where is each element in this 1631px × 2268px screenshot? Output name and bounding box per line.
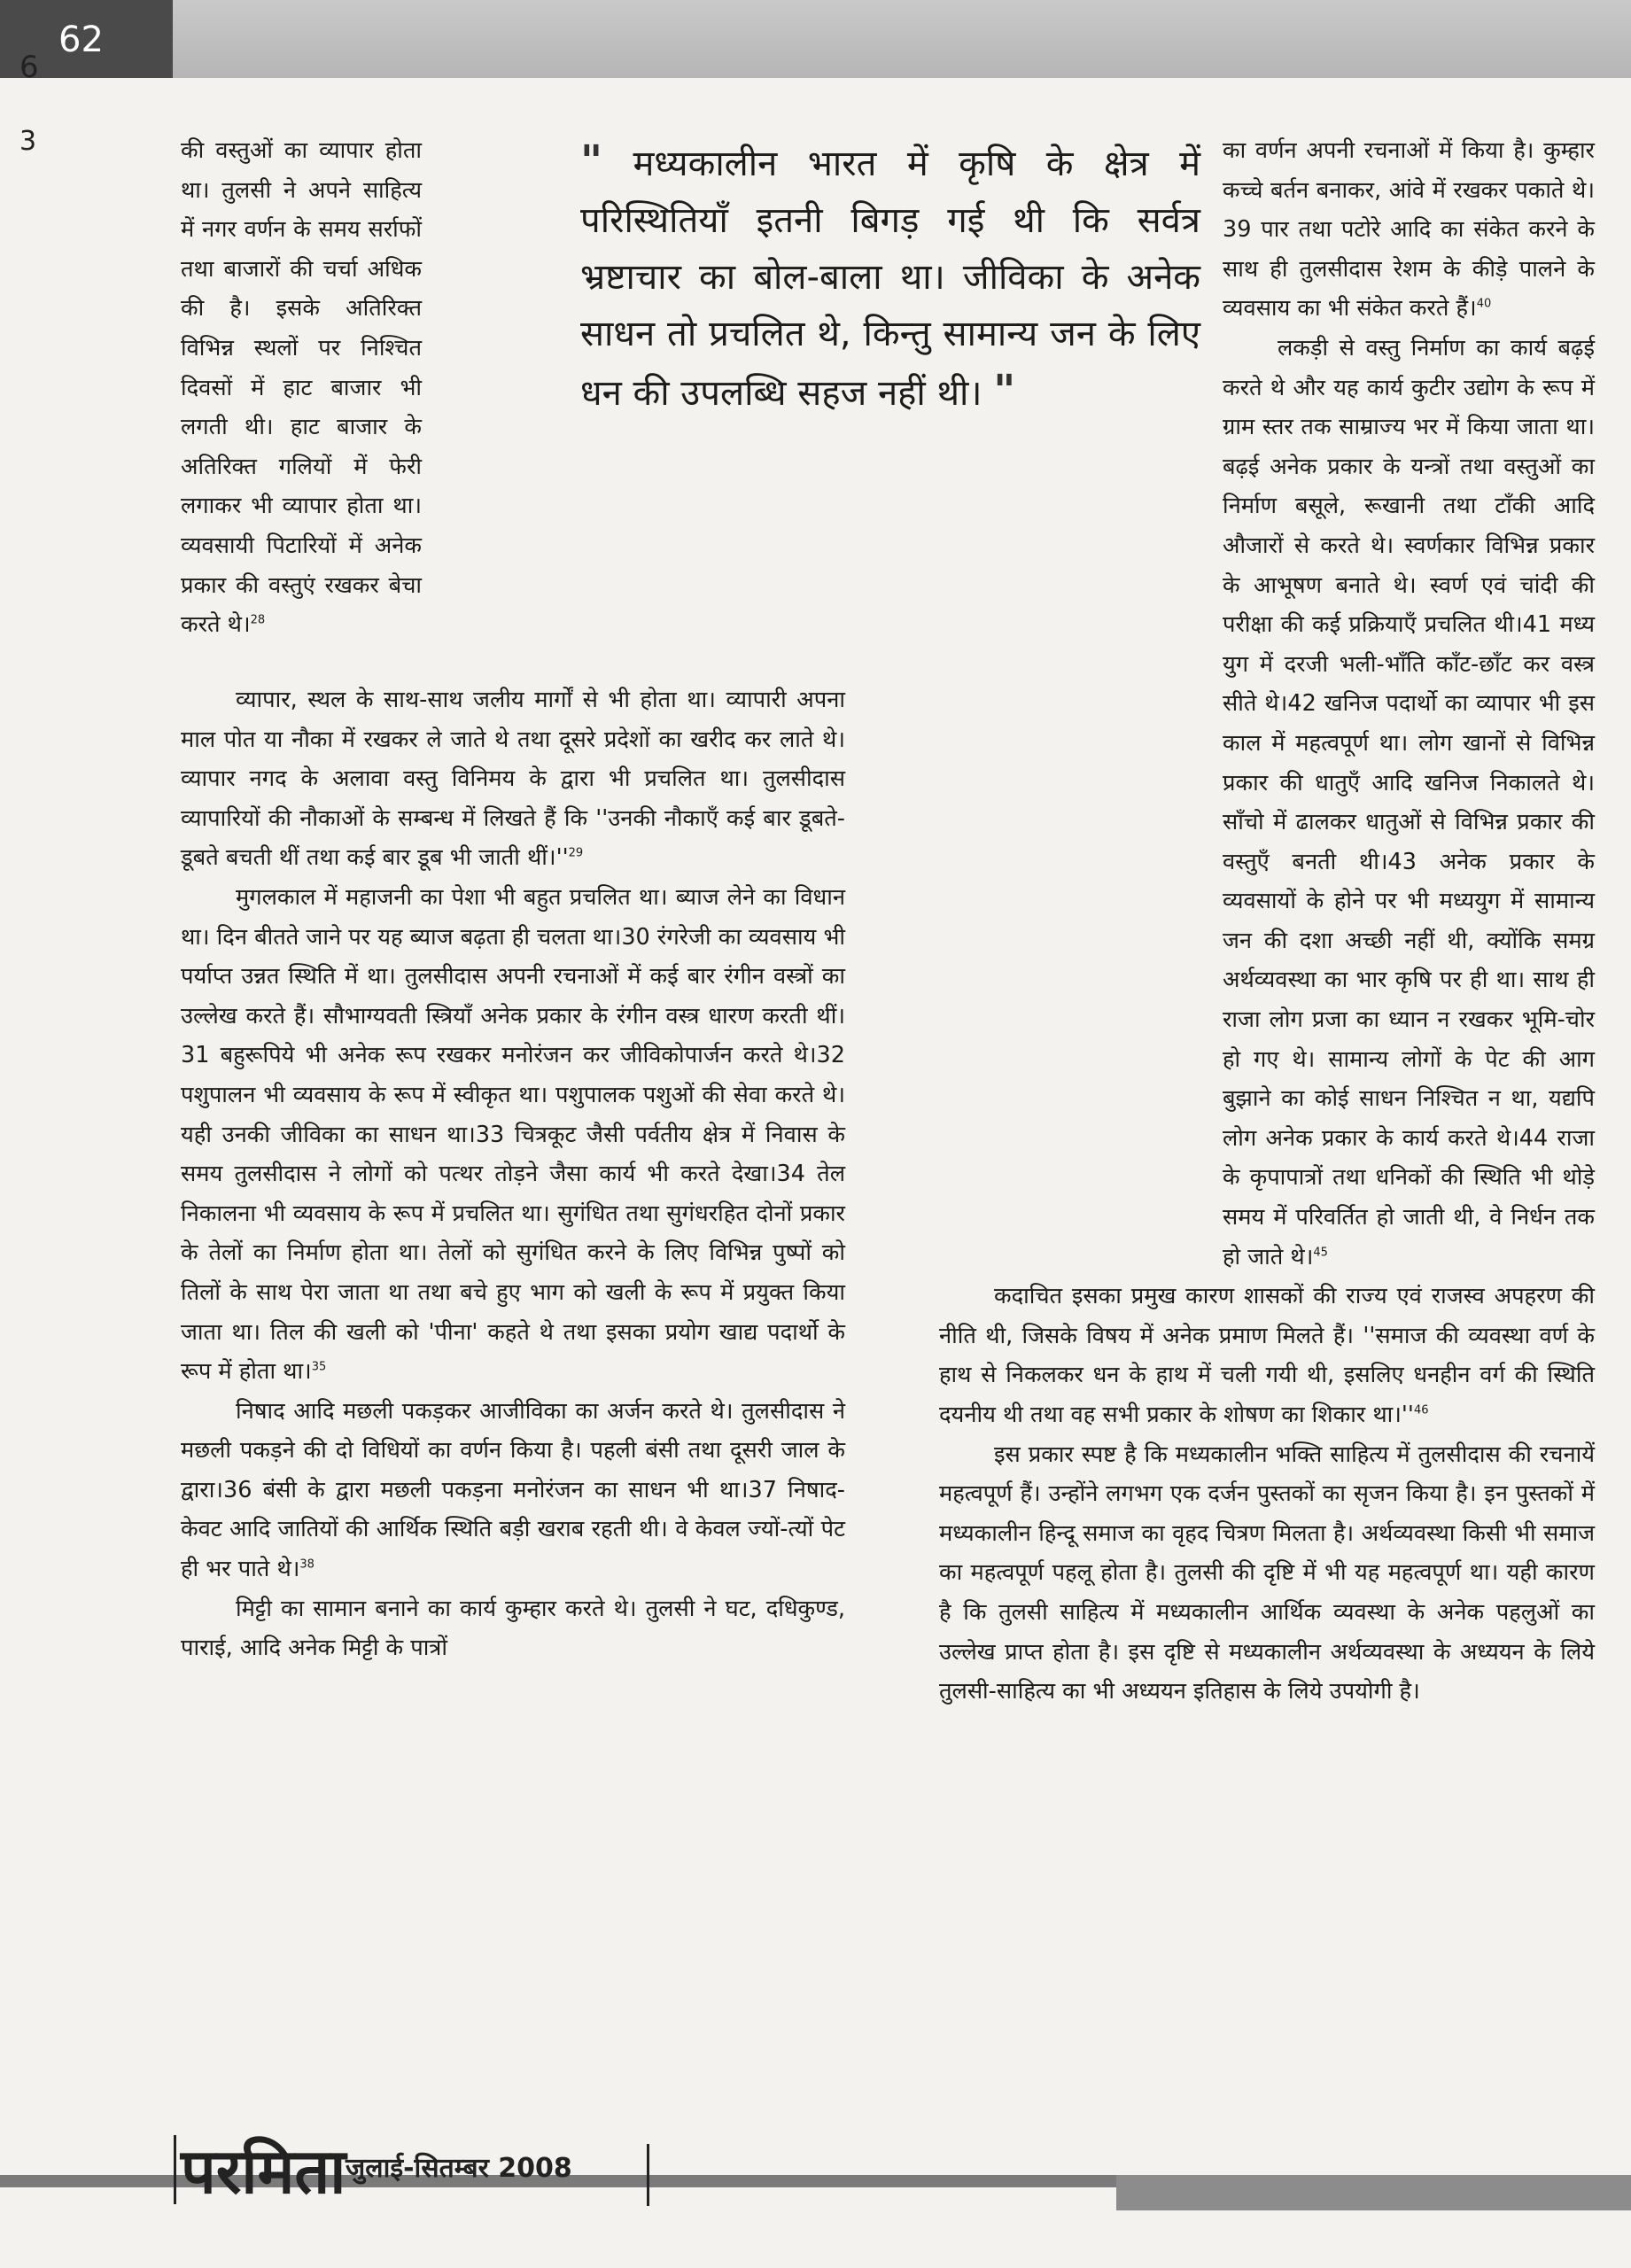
bleed-mark: 3: [19, 126, 37, 157]
issue-date: जुलाई-सितम्बर 2008: [346, 2153, 572, 2184]
paragraph: इस प्रकार स्पष्ट है कि मध्यकालीन भक्ति साहित्य में तुलसीदास की रचनायें महत्वपूर्ण हैं। उन्होंने लगभग एक दर्जन पुस्तकों का सृजन किया है। इन पुस्तकों में मध्यकालीन हिन्दू समाज का वृहद चित्रण मिलता है। अर्थव्यवस्था किसी भी समाज का महत्वपूर्ण पहलू होता है। तुलसी की दृष्टि में भी यह महत्वपूर्ण था। यही कारण है कि तुलसी साहित्य में मध्यकालीन आर्थिक व्यवस्था के अनेक पहलुओं का उल्लेख प्राप्त होता है। इस दृष्टि से मध्यकालीन अर्थव्यवस्था के अध्ययन के लिये तुलसी-साहित्य का भी अध्ययन इतिहास के लिये उपयोगी है।: [939, 1441, 1595, 1705]
paragraph: कदाचित इसका प्रमुख कारण शासकों की राज्य एवं राजस्व अपहरण की नीति थी, जिसके विषय में अनेक प्रमाण मिलते हैं। ''समाज की व्यवस्था वर्ण के हाथ से निकलकर धन के हाथ में चली गयी थी, इसलिए धनहीन वर्ग की स्थिति दयनीय थी तथा वह सभी प्रकार के शोषण का शिकार $था।''^{46}$: [939, 1283, 1595, 1428]
paragraph: मिट्टी का सामान बनाने का कार्य कुम्हार करते थे। तुलसी ने घट, दधिकुण्ड, पाराई, आदि अनेक मिट्टी के पात्रों: [181, 1595, 845, 1662]
footer-bar-right: [1116, 2175, 1631, 2210]
quote-open-mark: ": [580, 136, 603, 186]
right-column: [939, 131, 1595, 1712]
quote-close-mark: ": [993, 366, 1016, 416]
top-header-bar: [0, 0, 1631, 78]
paragraph: मुगलकाल में महाजनी का पेशा भी बहुत प्रचलित था। ब्याज लेने का विधान था। दिन बीतते जाने पर यह ब्याज बढ़ता ही चलता था।30 रंगरेजी का व्यवसाय भी पर्याप्त उन्नत स्थिति में था। तुलसीदास अपनी रचनाओं में कई बार रंगीन वस्त्रों का उल्लेख करते हैं। सौभाग्यवती स्त्रियाँ अनेक प्रकार के रंगीन वस्त्र धारण करती थीं।31 बहुरूपिये भी अनेक रूप रखकर मनोरंजन कर जीविकोपार्जन करते थे।32 पशुपालन भी व्यवसाय के रूप में स्वीकृत था। पशुपालक पशुओं की सेवा करते थे। यही उनकी जीविका का साधन था।33 चित्रकूट जैसी पर्वतीय क्षेत्र में निवास के समय तुलसीदास ने लोगों को पत्थर तोड़ने जैसा कार्य भी करते देखा।34 तेल निकालना भी व्यवसाय के रूप में प्रचलित था। सुगंधित तथा सुगंधरहित दोनों प्रकार के तेलों का निर्माण होता था। तेलों को सुगंधित करने के लिए विभिन्न पुष्पों को तिलों के साथ पेरा जाता था तथा बचे हुए भाग को खली के रूप में प्रयुक्त किया जाता था। तिल की खली को 'पीना' कहते थे तथा इसका प्रयोग खाद्य पदार्थो के रूप में होता था।$^{35}$: [181, 883, 845, 1386]
left-narrow-column: [181, 131, 422, 645]
paragraph: लकड़ी से वस्तु निर्माण का कार्य बढ़ई करते थे और यह कार्य कुटीर उद्योग के रूप में ग्राम स्तर तक साम्राज्य भर में किया जाता था। बढ़ई अनेक प्रकार के यन्त्रों तथा वस्तुओं का निर्माण बसूले, रूखानी तथा टाँकी आदि औजारों से करते थे। स्वर्णकार विभिन्न प्रकार के आभूषण बनाते थे। स्वर्ण एवं चांदी की परीक्षा की कई प्रक्रियाएँ प्रचलित थी।41 मध्य युग में दरजी भली-भाँति काँट-छाँट कर वस्त्र सीते थे।42 खनिज पदार्थो का व्यापार भी इस काल में महत्वपूर्ण था। लोग खानों से विभिन्न प्रकार की धातुएँ आदि खनिज निकालते थे। साँचो में ढालकर धातुओं से विभिन्न प्रकार की वस्तुएँ बनती थी।43 अनेक प्रकार के व्यवसायों के होने पर भी मध्ययुग में सामान्य जन की दशा अच्छी नहीं थी, क्योंकि समग्र अर्थव्यवस्था का भार कृषि पर ही था। साथ ही राजा लोग प्रजा का ध्यान न रखकर भूमि-चोर हो गए थे। सामान्य लोगों के पेट की आग बुझाने का कोई साधन निश्चित न था, यद्यपि लोग अनेक प्रकार के कार्य करते थे।44 राजा के कृपापात्रों तथा धनिकों की स्थिति भी थोड़े समय में परिवर्तित हो जाती थी, वे निर्धन तक हो जाते थे।$^{45}$: [1223, 334, 1595, 1270]
pull-quote-text: मध्यकालीन भारत में कृषि के क्षेत्र में परिस्थितियाँ इतनी बिगड़ गई थी कि सर्वत्र भ्रष्टाचार का बोल-बाला था। जीविका के अनेक साधन तो प्रचलित थे, किन्तु सामान्य जन के लिए धन की उपलब्धि सहज नहीं थी।: [580, 144, 1200, 414]
left-column: [181, 680, 845, 1668]
bleed-digit: 6: [19, 50, 39, 85]
paragraph: का वर्णन अपनी रचनाओं में किया है। कुम्हार कच्चे बर्तन बनाकर, आंवे में रखकर पकाते थे।39 पार तथा पटोरे आदि का संकेत करने के साथ ही तुलसीदास रेशम के कीड़े पालने के व्यवसाय का भी संकेत करते हैं।$^{40}$: [1223, 137, 1595, 322]
paragraph: निषाद आदि मछली पकड़कर आजीविका का अर्जन करते थे। तुलसीदास ने मछली पकड़ने की दो विधियों का वर्णन किया है। पहली बंसी तथा दूसरी जाल के द्वारा।36 बंसी के द्वारा मछली पकड़ना मनोरंजन का साधन भी था।37 निषाद-केवट आदि जातियों की आर्थिक स्थिति बड़ी खराब रहती थी। वे केवल ज्यों-त्यों पेट ही भर पाते थे।$^{38}$: [181, 1397, 845, 1583]
paragraph: की वस्तुओं का व्यापार होता था। तुलसी ने अपने साहित्य में नगर वर्णन के समय सर्राफों तथा बाजारों की चर्चा अधिक की है। इसके अतिरिक्त विभिन्न स्थलों पर निश्चित दिवसों में हाट बाजार भी लगती थी। हाट बाजार के अतिरिक्त गलियों में फेरी लगाकर भी व्यापार होता था। व्यवसायी पिटारियों में अनेक प्रकार की वस्तुएं रखकर बेचा करते थे।$^{28}$: [181, 137, 422, 639]
footer-divider: [647, 2144, 649, 2206]
footer-divider-left: [174, 2135, 176, 2204]
paragraph: व्यापार, स्थल के साथ-साथ जलीय मार्गों से भी होता था। व्यापारी अपना माल पोत या नौका में रखकर ले जाते थे तथा दूसरे प्रदेशों का खरीद कर लाते थे। व्यापार नगद के अलावा वस्तु विनिमय के द्वारा भी प्रचलित था। तुलसीदास व्यापारियों की नौकाओं के सम्बन्ध में लिखते हैं कि ''उनकी नौकाएँ कई बार डूबते-डूबते बचती थीं तथा कई बार डूब भी जाती $थीं।''^{29}$: [181, 687, 845, 872]
page-number: 62: [58, 19, 104, 60]
magazine-logo: परमिता: [181, 2135, 346, 2208]
